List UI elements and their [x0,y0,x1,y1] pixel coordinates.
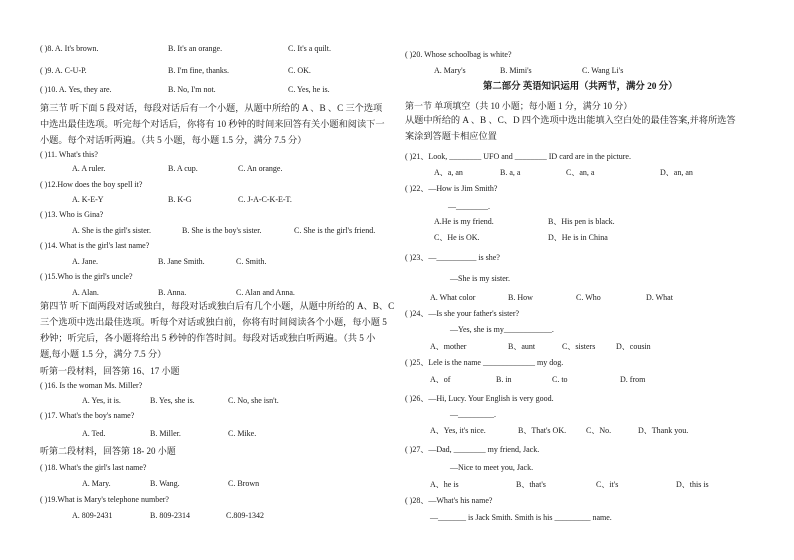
q18-option-b: B. Wang. [150,479,180,488]
section3-line: 小题。每个对话听两遍。（共 5 小题，每小题 1.5 分，满分 7.5 分） [40,135,307,145]
q24-option-a: A、mother [430,342,467,351]
q27-answer: —Nice to meet you, Jack. [450,463,534,472]
section1-instructions [405,112,763,144]
q16-stem: ( )16. Is the woman Ms. Miller? [40,381,143,390]
q22-stem: ( )22、—How is Jim Smith? [405,184,498,193]
q26-option-b: B、That's OK. [518,426,567,435]
q18-stem: ( )18. What's the girl's last name? [40,463,147,472]
q19-option-a: A. 809-2431 [72,511,113,520]
q8-stem: ( )8. A. It's brown. [40,44,99,53]
q9-stem: ( )9. A. C-U-P. [40,66,87,75]
section3-line: 第三节 听下面 5 段对话，每段对话后有一个小题，从题中所给的 A 、B 、C 三个选项 [40,103,383,113]
q27-stem: ( )27、—Dad, ________ my friend, Jack. [405,445,540,454]
q13-option-c: C. She is the girl's friend. [294,226,376,235]
q26-stem: ( )26、—Hi, Lucy. Your English is very good. [405,394,554,403]
q20-option-a: A. Mary's [434,66,466,75]
q23-option-c: C. Who [576,293,601,302]
q23-option-d: D. What [646,293,673,302]
q14-option-b: B. Jane Smith. [158,257,205,266]
section1-line: 从题中所给的 A 、B 、C、D 四个选项中选出能填入空白处的最佳答案,并将所选答 [405,115,736,125]
q27-option-a: A、he is [430,480,459,489]
q23-option-b: B. How [508,293,533,302]
q25-option-a: A、of [430,375,451,384]
q21-option-a: A、a, an [434,168,463,177]
q19-stem: ( )19.What is Mary's telephone number? [40,495,169,504]
q9-option-c: C. OK. [288,66,311,75]
q8-option-c: C. It's a quilt. [288,44,331,53]
q18-option-c: C. Brown [228,479,260,488]
q25-option-d: D. from [620,375,646,384]
q27-option-b: B、that's [516,480,546,489]
q10-option-b: B. No, I'm not. [168,85,216,94]
q25-option-b: B. in [496,375,512,384]
q10-stem: ( )10. A. Yes, they are. [40,85,112,94]
q24-answer: —Yes, she is my____________. [450,325,554,334]
q15-option-b: B. Anna. [158,288,187,297]
q11-option-a: A. A ruler. [72,164,106,173]
q26-option-c: C、No. [586,426,612,435]
q13-option-b: B. She is the boy's sister. [182,226,262,235]
q14-option-a: A. Jane. [72,257,98,266]
section4-line: 三个选项中选出最佳选项。听每个对话或独白前，你将有时间阅读各个小题，每小题 5 [40,317,387,327]
q12-option-a: A. K-E-Y [72,195,104,204]
q21-option-c: C、an, a [566,168,595,177]
section4-line: 题,每小题 1.5 分，满分 7.5 分） [40,349,167,359]
q26-option-a: A、Yes, it's nice. [430,426,486,435]
section3-instructions [40,100,402,148]
q18-option-a: A. Mary. [82,479,111,488]
q15-option-a: A. Alan. [72,288,99,297]
q14-stem: ( )14. What is the girl's last name? [40,241,150,250]
section4-instructions [40,298,404,362]
q8-option-b: B. It's an orange. [168,44,223,53]
q22-option-c: C、He is OK. [434,233,480,242]
q15-option-c: C. Alan and Anna. [236,288,295,297]
material1-heading: 听第一段材料，回答第 16、17 小题 [40,366,180,376]
q13-stem: ( )13. Who is Gina? [40,210,104,219]
q21-option-b: B. a, a [500,168,521,177]
q11-option-b: B. A cup. [168,164,198,173]
q28-answer: —_______ is Jack Smith. Smith is his _________ name. [430,513,612,522]
q25-option-c: C. to [552,375,568,384]
q27-option-c: C、it's [596,480,619,489]
q22-option-a: A.He is my friend. [434,217,494,226]
q17-option-c: C. Mike. [228,429,257,438]
q28-stem: ( )28、—What's his name? [405,496,493,505]
q19-option-b: B. 809-2314 [150,511,190,520]
section3-line: 中选出最佳选项。听完每个对话后，你将有 10 秒钟的时间来回答有关小题和阅读下一 [40,119,385,129]
q16-option-c: C. No, she isn't. [228,396,279,405]
q16-option-b: B. Yes, she is. [150,396,195,405]
q21-stem: ( )21、Look, ________ UFO and ________ ID card are in the picture. [405,152,631,161]
q20-option-b: B. Mimi's [500,66,532,75]
q12-stem: ( )12.How does the boy spell it? [40,180,143,189]
q10-option-c: C. Yes, he is. [288,85,330,94]
q12-option-c: C. J-A-C-K-E-T. [238,195,292,204]
q27-option-d: D、this is [676,480,709,489]
q17-option-b: B. Miller. [150,429,181,438]
section1-title: 第一节 单项填空（共 10 小题；每小题 1 分，满分 10 分） [405,101,633,111]
q11-option-c: C. An orange. [238,164,283,173]
material2-heading: 听第二段材料，回答第 18- 20 小题 [40,446,176,456]
q22-option-b: B、His pen is black. [548,217,615,226]
q12-option-b: B. K-G [168,195,192,204]
section4-line: 第四节 听下面两段对话或独白，每段对话或独白后有几个小题，从题中所给的 A、B、C [40,301,395,311]
section4-line: 秒钟；听完后，各小题将给出 5 秒钟的作答时间。每段对话或独白听两遍。（共 5 小 [40,333,376,343]
q22-option-d: D、He is in China [548,233,608,242]
q22-blank: —________. [448,202,490,211]
q23-answer: —She is my sister. [450,274,511,283]
q9-option-b: B. I'm fine, thanks. [168,66,229,75]
q20-stem: ( )20. Whose schoolbag is white? [405,50,512,59]
q25-stem: ( )25、Lele is the name _____________ my dog. [405,358,564,367]
section1-line: 案涂到答题卡相应位置 [405,131,497,141]
q15-stem: ( )15.Who is the girl's uncle? [40,272,133,281]
q24-option-c: C、sisters [562,342,596,351]
q14-option-c: C. Smith. [236,257,267,266]
q20-option-c: C. Wang Li's [582,66,624,75]
q24-option-b: B、aunt [508,342,536,351]
part2-title: 第二部分 英语知识运用（共两节，满分 20 分） [483,82,678,92]
q23-option-a: A. What color [430,293,476,302]
q24-stem: ( )24、—Is she your father's sister? [405,309,520,318]
q26-option-d: D、Thank you. [638,426,689,435]
q19-option-c: C.809-1342 [226,511,264,520]
q26-blank: —_________. [450,410,496,419]
q24-option-d: D、cousin [616,342,651,351]
q17-stem: ( )17. What's the boy's name? [40,411,135,420]
q13-option-a: A. She is the girl's sister. [72,226,151,235]
q16-option-a: A. Yes, it is. [82,396,121,405]
q21-option-d: D、an, an [660,168,693,177]
q23-stem: ( )23、—__________ is she? [405,253,500,262]
q17-option-a: A. Ted. [82,429,106,438]
q11-stem: ( )11. What's this? [40,150,98,159]
